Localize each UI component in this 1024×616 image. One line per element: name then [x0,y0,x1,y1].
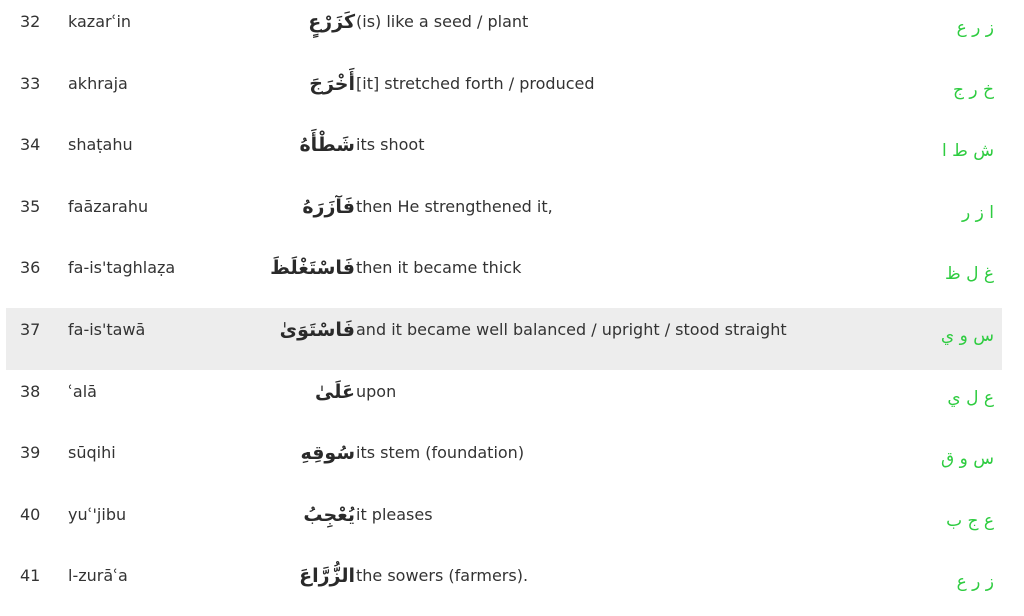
root-letters-link[interactable]: خ ر ج [953,79,994,100]
arabic-word: كَزَرْعٍ [308,11,355,33]
root-letters-link[interactable]: ش ط ا [941,141,994,162]
table-row[interactable] [6,431,1002,493]
arabic-word: أَخْرَجَ [309,72,355,95]
table-row[interactable] [6,370,1002,432]
word-number: 33 [20,73,41,93]
meaning: [it] stretched forth / produced [356,73,595,93]
word-number: 40 [20,504,41,524]
transliteration: sūqihi [68,443,116,463]
transliteration: kazarʿin [68,12,132,31]
word-number: 39 [20,443,41,463]
arabic-word: عَلَىٰ [315,380,355,403]
meaning: its stem (foundation) [356,443,525,463]
root-letters-link[interactable]: ع ل ي [947,387,994,408]
table-row-highlighted[interactable] [6,308,1002,370]
word-number: 38 [20,381,41,401]
transliteration: yuʿ'jibu [68,504,127,524]
root-letters-link[interactable]: س و ق [941,449,994,470]
word-by-word-table [6,0,1002,616]
table-row[interactable] [6,554,1002,616]
word-number: 32 [20,12,41,31]
table-row[interactable] [6,123,1002,185]
word-number: 34 [20,135,41,155]
arabic-word: فَآزَرَهُ [302,195,355,218]
table-row[interactable] [6,185,1002,247]
meaning: it pleases [356,504,433,524]
root-letters-link[interactable]: ز ر ع [956,18,994,38]
meaning: its shoot [356,135,425,155]
meaning: (is) like a seed / plant [356,12,529,31]
word-number: 36 [20,258,41,278]
word-number: 41 [20,566,41,586]
arabic-word: الزُّرَّاعَ [299,565,355,588]
meaning: and it became well balanced / upright / stood straight [356,319,787,339]
table-row[interactable] [6,246,1002,308]
word-number: 35 [20,196,41,216]
transliteration: l-zurāʿa [68,566,128,586]
arabic-word: فَاسْتَغْلَظَ [270,257,355,280]
arabic-word: سُوقِهِ [300,442,355,465]
root-letters-link[interactable]: غ ل ظ [944,264,994,285]
transliteration: fa-is'tawā [68,319,146,339]
meaning: then He strengthened it, [356,196,553,216]
root-letters-link[interactable]: ا ز ر [962,202,994,223]
meaning: the sowers (farmers). [356,566,529,586]
arabic-word: شَطْأَهُ [299,134,355,157]
transliteration: fa-is'taghlaẓa [68,258,176,278]
meaning: upon [356,381,397,401]
table-row[interactable] [6,0,1002,62]
transliteration: shaṭahu [68,135,133,155]
root-letters-link[interactable]: ز ر ع [956,572,994,593]
arabic-word: فَاسْتَوَىٰ [279,318,355,341]
root-letters-link[interactable]: ع ج ب [946,510,994,531]
word-number: 37 [20,319,41,339]
transliteration: ʿalā [68,381,97,401]
arabic-word: يُعْجِبُ [303,503,355,526]
transliteration: akhraja [68,73,128,93]
transliteration: faāzarahu [68,196,149,216]
root-letters-link[interactable]: س و ي [940,325,994,346]
table-row[interactable] [6,62,1002,124]
table-row[interactable] [6,493,1002,555]
meaning: then it became thick [356,258,522,278]
